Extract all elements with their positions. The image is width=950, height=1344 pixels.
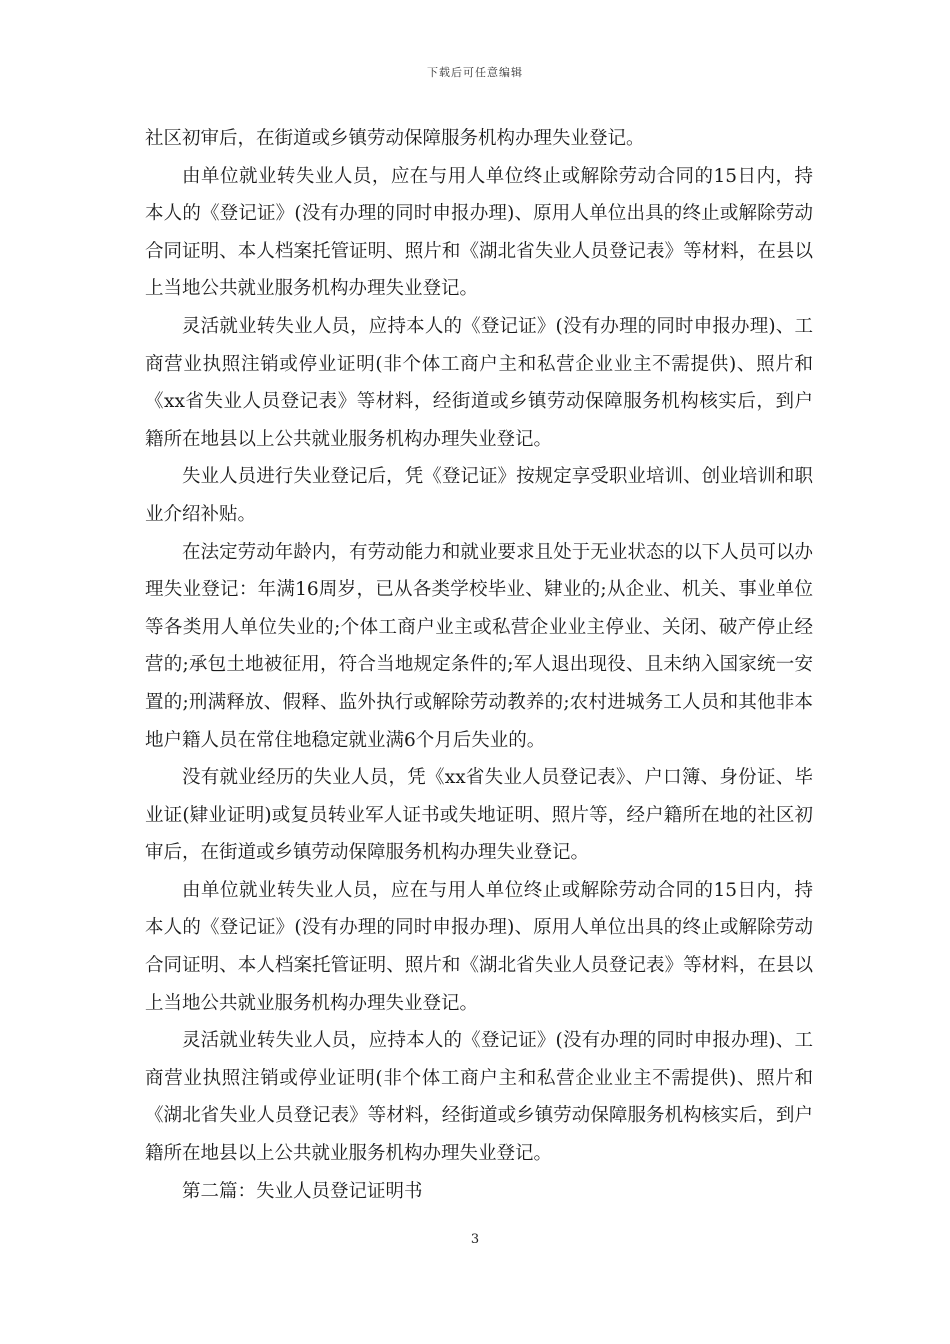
page-number: 3 [470,1232,480,1247]
section-heading: 第二篇：失业人员登记证明书 [182,1180,423,1202]
paragraph: 在法定劳动年龄内，有劳动能力和就业要求且处于无业状态的以下人员可以办理失业登记：年满16周岁，已从各类学校毕业、肄业的;从企业、机关、事业单位等各类用人单位失业的;个体工商户业主或私营企业业主停业、关闭、破产停止经营的;承包土地被征用，符合当地规定条件的;军人退出现役、且未纳入国家统一安置的;刑满释放、假释、监外执行或解除劳动教养的;农村进城务工人员和其他非本地户籍人员在常住地稳定就业满6个月后失业的。 [145,541,813,751]
paragraph: 由单位就业转失业人员，应在与用人单位终止或解除劳动合同的15日内，持本人的《登记证》(没有办理的同时申报办理)、原用人单位出具的终止或解除劳动合同证明、本人档案托管证明、照片和《湖北省失业人员登记表》等材料，在县以上当地公共就业服务机构办理失业登记。 [145,165,813,300]
paragraph: 没有就业经历的失业人员，凭《xx省失业人员登记表》、户口簿、身份证、毕业证(肄业证明)或复员转业军人证书或失地证明、照片等，经户籍所在地的社区初审后，在街道或乡镇劳动保障服务机构办理失业登记。 [145,767,813,864]
paragraph-continuation: 社区初审后，在街道或乡镇劳动保障服务机构办理失业登记。 [145,128,645,149]
document-body [145,120,813,1210]
paragraph: 灵活就业转失业人员，应持本人的《登记证》(没有办理的同时申报办理)、工商营业执照注销或停业证明(非个体工商户主和私营企业业主不需提供)、照片和《湖北省失业人员登记表》等材料，经街道或乡镇劳动保障服务机构核实后，到户籍所在地县以上公共就业服务机构办理失业登记。 [145,1030,813,1165]
paragraph: 由单位就业转失业人员，应在与用人单位终止或解除劳动合同的15日内，持本人的《登记证》(没有办理的同时申报办理)、原用人单位出具的终止或解除劳动合同证明、本人档案托管证明、照片和《湖北省失业人员登记表》等材料，在县以上当地公共就业服务机构办理失业登记。 [145,879,813,1014]
paragraph: 灵活就业转失业人员，应持本人的《登记证》(没有办理的同时申报办理)、工商营业执照注销或停业证明(非个体工商户主和私营企业业主不需提供)、照片和《xx省失业人员登记表》等材料，经街道或乡镇劳动保障服务机构核实后，到户籍所在地县以上公共就业服务机构办理失业登记。 [145,315,813,450]
page-header: 下载后可任意编辑 [427,66,523,79]
paragraph: 失业人员进行失业登记后，凭《登记证》按规定享受职业培训、创业培训和职业介绍补贴。 [145,466,813,525]
